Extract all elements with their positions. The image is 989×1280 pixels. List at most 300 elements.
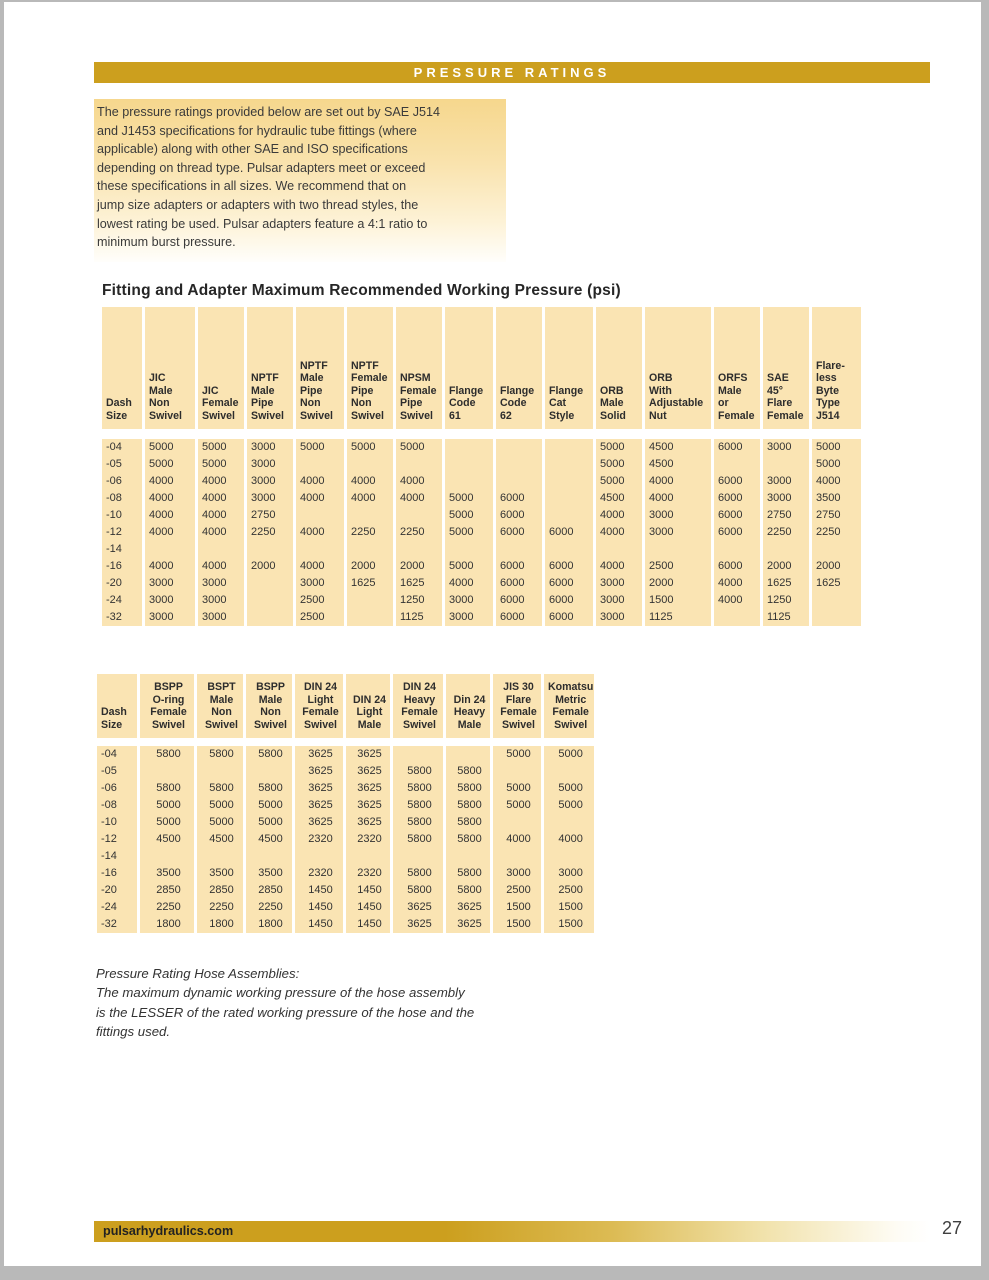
table-cell: 2250: [763, 524, 809, 541]
table-cell: -16: [97, 865, 137, 882]
table-cell: 4500: [246, 831, 292, 848]
table-cell: 1450: [346, 899, 390, 916]
table-cell: 3000: [596, 575, 642, 592]
table-row: [102, 439, 861, 456]
text-line: fittings used.: [96, 1023, 171, 1039]
table-cell: 5000: [198, 439, 244, 456]
table-cell: 2250: [140, 899, 194, 916]
table-cell: 4000: [296, 490, 344, 507]
text-line: jump size adapters or adapters with two thread styles, the: [97, 197, 419, 212]
table-cell: 6000: [545, 575, 593, 592]
table-cell: 5800: [393, 797, 443, 814]
table-cell: [544, 814, 594, 831]
table-cell: 1250: [763, 592, 809, 609]
table-cell: 3625: [295, 746, 343, 763]
table-cell: 3000: [145, 592, 195, 609]
table-cell: 3000: [763, 439, 809, 456]
table-cell: 5000: [140, 814, 194, 831]
table-cell: 6000: [496, 592, 542, 609]
table-cell: 1500: [493, 899, 541, 916]
table-cell: [763, 456, 809, 473]
table-cell: 4500: [645, 456, 711, 473]
table-cell: 3000: [596, 592, 642, 609]
text-line: these specifications in all sizes. We recommend that on: [97, 179, 407, 194]
table-cell: [247, 575, 293, 592]
text-line: The maximum dynamic working pressure of the hose assembly: [96, 985, 465, 1001]
text-line: depending on thread type. Pulsar adapters meet or exceed: [97, 160, 426, 175]
table-cell: 3625: [446, 916, 490, 933]
table-cell: 5800: [246, 780, 292, 797]
table-cell: 5000: [544, 746, 594, 763]
table-cell: 2850: [246, 882, 292, 899]
table-row: [97, 831, 594, 848]
table-cell: 4000: [145, 524, 195, 541]
table-cell: 6000: [714, 490, 760, 507]
table-cell: 5000: [812, 456, 861, 473]
table-cell: 3500: [197, 865, 243, 882]
table-cell: 2850: [197, 882, 243, 899]
table-cell: 3625: [346, 763, 390, 780]
table-cell: 3625: [295, 780, 343, 797]
table-cell: [346, 848, 390, 865]
table-cell: 4500: [596, 490, 642, 507]
table-cell: [596, 541, 642, 558]
table-cell: 3000: [247, 439, 293, 456]
table-cell: 5000: [197, 797, 243, 814]
page-number: 27: [942, 1218, 963, 1238]
column-header: NPTF Male Pipe Non Swivel: [296, 307, 344, 429]
table-cell: 2500: [296, 609, 344, 626]
table-cell: 5800: [140, 780, 194, 797]
table-row: [102, 558, 861, 575]
table-cell: 6000: [714, 524, 760, 541]
table-cell: 4000: [198, 490, 244, 507]
table-cell: 1125: [763, 609, 809, 626]
table-cell: -04: [97, 746, 137, 763]
table-cell: 5800: [197, 780, 243, 797]
table-cell: 3500: [140, 865, 194, 882]
table-cell: 5800: [446, 814, 490, 831]
column-header: ORFS Male or Female: [714, 307, 760, 429]
table-cell: -20: [97, 882, 137, 899]
table-cell: -05: [97, 763, 137, 780]
table-cell: 2750: [812, 507, 861, 524]
table-cell: 6000: [714, 439, 760, 456]
table-cell: 5000: [445, 524, 493, 541]
table-cell: 4500: [645, 439, 711, 456]
table-row: [102, 541, 861, 558]
table-cell: -12: [102, 524, 142, 541]
table-cell: [140, 763, 194, 780]
table-cell: [812, 609, 861, 626]
table-cell: 4000: [198, 473, 244, 490]
table-cell: 4000: [714, 592, 760, 609]
table-cell: 3500: [812, 490, 861, 507]
table-cell: 5800: [393, 865, 443, 882]
table-cell: 2320: [346, 831, 390, 848]
column-header: JIC Female Swivel: [198, 307, 244, 429]
table-cell: 3000: [247, 490, 293, 507]
table-cell: [296, 541, 344, 558]
table-row: [97, 882, 594, 899]
table-cell: [544, 848, 594, 865]
column-header: DIN 24 Heavy Female Swivel: [393, 674, 443, 738]
table-cell: 5000: [198, 456, 244, 473]
section-title: Fitting and Adapter Maximum Recommended Working Pressure (psi): [102, 282, 621, 299]
table-cell: 1500: [645, 592, 711, 609]
table-cell: 6000: [545, 558, 593, 575]
table-cell: 3625: [346, 746, 390, 763]
table-cell: 5000: [596, 439, 642, 456]
table-row: [102, 575, 861, 592]
table-cell: [396, 507, 442, 524]
table-cell: 5000: [296, 439, 344, 456]
table-cell: 2250: [347, 524, 393, 541]
table-cell: 1125: [396, 609, 442, 626]
table-cell: 5800: [393, 763, 443, 780]
table-cell: [445, 473, 493, 490]
table-cell: 2250: [197, 899, 243, 916]
column-header: Dash Size: [97, 674, 137, 738]
table-cell: [446, 746, 490, 763]
table-cell: 3000: [596, 609, 642, 626]
table-cell: 1450: [295, 916, 343, 933]
column-header: Din 24 Heavy Male: [446, 674, 490, 738]
table-cell: 2250: [396, 524, 442, 541]
table-cell: 5000: [140, 797, 194, 814]
table-cell: 5800: [393, 882, 443, 899]
table-cell: [493, 763, 541, 780]
table-cell: 5000: [197, 814, 243, 831]
table-header-row: [97, 674, 594, 738]
table-cell: 5000: [493, 746, 541, 763]
footer-site-url: pulsarhydraulics.com: [103, 1224, 234, 1238]
table-cell: [393, 746, 443, 763]
column-header: JIS 30 Flare Female Swivel: [493, 674, 541, 738]
table-cell: [347, 541, 393, 558]
table-cell: -20: [102, 575, 142, 592]
table-cell: 4000: [596, 524, 642, 541]
table-row: [97, 780, 594, 797]
table-cell: [396, 541, 442, 558]
table-cell: 2500: [544, 882, 594, 899]
table-cell: [445, 541, 493, 558]
text-line: is the LESSER of the rated working pressure of the hose and the: [96, 1004, 475, 1020]
table-cell: 2000: [247, 558, 293, 575]
table-cell: 1625: [763, 575, 809, 592]
table-cell: [544, 763, 594, 780]
table-row: [102, 507, 861, 524]
table-cell: 6000: [496, 609, 542, 626]
table-cell: 2000: [763, 558, 809, 575]
table-cell: [197, 763, 243, 780]
table-cell: 6000: [545, 592, 593, 609]
table-cell: 4000: [596, 507, 642, 524]
column-header: Komatsu Metric Female Swivel: [544, 674, 594, 738]
table-row: [97, 763, 594, 780]
table-cell: 3000: [493, 865, 541, 882]
table-cell: 5800: [446, 780, 490, 797]
table-cell: [347, 507, 393, 524]
table-cell: 5800: [393, 831, 443, 848]
table-cell: 2850: [140, 882, 194, 899]
table-cell: 2320: [346, 865, 390, 882]
table-cell: 2250: [246, 899, 292, 916]
table-cell: [295, 848, 343, 865]
column-header: Flange Cat Style: [545, 307, 593, 429]
table-cell: [645, 541, 711, 558]
column-header: NPTF Female Pipe Non Swivel: [347, 307, 393, 429]
table-cell: 3000: [247, 456, 293, 473]
table-cell: [446, 848, 490, 865]
table-cell: -10: [102, 507, 142, 524]
table-cell: 6000: [714, 558, 760, 575]
column-header: Flange Code 61: [445, 307, 493, 429]
table-cell: [496, 439, 542, 456]
table-cell: -24: [97, 899, 137, 916]
table-cell: 3625: [295, 797, 343, 814]
table-row: [97, 814, 594, 831]
page-sheet: [4, 2, 981, 1266]
table-cell: [545, 439, 593, 456]
table-cell: [545, 490, 593, 507]
table-cell: -06: [102, 473, 142, 490]
table-cell: 4000: [645, 490, 711, 507]
banner-title: PRESSURE RATINGS: [413, 65, 611, 80]
table-cell: 4000: [812, 473, 861, 490]
table-cell: 1800: [140, 916, 194, 933]
table-row: [102, 592, 861, 609]
table-cell: 4000: [145, 558, 195, 575]
table-cell: 2500: [645, 558, 711, 575]
table-cell: -04: [102, 439, 142, 456]
table-cell: 1625: [396, 575, 442, 592]
table-row: [102, 524, 861, 541]
table-cell: 3000: [645, 524, 711, 541]
table-row: [102, 456, 861, 473]
table-cell: 2250: [812, 524, 861, 541]
table-cell: 1500: [544, 899, 594, 916]
column-header: BSPP Male Non Swivel: [246, 674, 292, 738]
table-header-row: [102, 307, 861, 429]
table-cell: 4000: [198, 524, 244, 541]
table-cell: [496, 456, 542, 473]
table-cell: 4000: [198, 507, 244, 524]
table-row: [102, 490, 861, 507]
table-cell: 1500: [493, 916, 541, 933]
table-cell: 3625: [346, 797, 390, 814]
table-cell: 5000: [145, 439, 195, 456]
table-cell: [246, 763, 292, 780]
table-cell: 1800: [246, 916, 292, 933]
table-cell: 6000: [496, 507, 542, 524]
table-cell: 3625: [393, 899, 443, 916]
table-cell: 5800: [393, 780, 443, 797]
table-row: [97, 865, 594, 882]
table-row: [102, 609, 861, 626]
column-header: DIN 24 Light Male: [346, 674, 390, 738]
table-cell: 5800: [140, 746, 194, 763]
table-cell: 4000: [145, 490, 195, 507]
table-cell: -14: [97, 848, 137, 865]
table-cell: 6000: [545, 609, 593, 626]
table-cell: [445, 456, 493, 473]
table-cell: [493, 814, 541, 831]
column-header: ORB Male Solid: [596, 307, 642, 429]
table-cell: 6000: [496, 575, 542, 592]
table-cell: 1450: [295, 882, 343, 899]
table-cell: -06: [97, 780, 137, 797]
pressure-table-metric: [94, 674, 597, 933]
table-cell: 3000: [198, 592, 244, 609]
table-cell: -12: [97, 831, 137, 848]
table-cell: 3000: [445, 592, 493, 609]
table-cell: [247, 541, 293, 558]
table-cell: 5800: [446, 865, 490, 882]
intro-paragraph: [94, 99, 506, 262]
table-cell: 4000: [493, 831, 541, 848]
table-cell: 4000: [347, 490, 393, 507]
table-cell: -10: [97, 814, 137, 831]
table-cell: 3000: [198, 609, 244, 626]
column-header: BSPT Male Non Swivel: [197, 674, 243, 738]
column-header: NPSM Female Pipe Swivel: [396, 307, 442, 429]
table-cell: [714, 456, 760, 473]
table-cell: [496, 541, 542, 558]
footer-bar: [94, 1221, 930, 1242]
table-cell: 4000: [296, 558, 344, 575]
table-cell: 2500: [296, 592, 344, 609]
table-cell: 5000: [493, 780, 541, 797]
table-cell: 1500: [544, 916, 594, 933]
table-cell: 1250: [396, 592, 442, 609]
table-cell: 5800: [393, 814, 443, 831]
table-cell: 3625: [295, 763, 343, 780]
table-cell: 2750: [763, 507, 809, 524]
table-cell: 3000: [198, 575, 244, 592]
table-cell: [545, 456, 593, 473]
table-cell: 5000: [445, 558, 493, 575]
table-cell: [140, 848, 194, 865]
column-header: NPTF Male Pipe Swivel: [247, 307, 293, 429]
column-header: BSPP O-ring Female Swivel: [140, 674, 194, 738]
table-cell: 2320: [295, 831, 343, 848]
table-cell: 5000: [812, 439, 861, 456]
table-cell: [347, 592, 393, 609]
pressure-table-fittings: [99, 307, 864, 626]
table-cell: [445, 439, 493, 456]
table-cell: 2000: [347, 558, 393, 575]
hose-assemblies-note: [96, 964, 474, 1041]
table-cell: 3625: [346, 780, 390, 797]
text-line: lowest rating be used. Pulsar adapters feature a 4:1 ratio to: [97, 216, 428, 231]
table-cell: 4000: [145, 473, 195, 490]
table-cell: 5800: [446, 763, 490, 780]
table-cell: 5800: [197, 746, 243, 763]
table-cell: 5000: [445, 507, 493, 524]
table-cell: [145, 541, 195, 558]
table-cell: -32: [102, 609, 142, 626]
table-cell: 4500: [197, 831, 243, 848]
column-header: Dash Size: [102, 307, 142, 429]
table-cell: 3000: [145, 609, 195, 626]
table-cell: 4000: [396, 490, 442, 507]
table-cell: -08: [102, 490, 142, 507]
table-cell: 5800: [446, 831, 490, 848]
table-cell: 3000: [145, 575, 195, 592]
table-cell: [496, 473, 542, 490]
table-cell: -32: [97, 916, 137, 933]
table-row: [97, 899, 594, 916]
table-cell: 4000: [296, 473, 344, 490]
table-cell: [347, 456, 393, 473]
table-cell: [812, 541, 861, 558]
table-cell: [393, 848, 443, 865]
table-cell: 3625: [295, 814, 343, 831]
table-cell: 6000: [545, 524, 593, 541]
table-cell: 1125: [645, 609, 711, 626]
table-cell: 3625: [446, 899, 490, 916]
header-body-gap: [102, 429, 861, 439]
table-cell: 5000: [246, 797, 292, 814]
table-cell: 3000: [544, 865, 594, 882]
table-row: [97, 916, 594, 933]
table-cell: [545, 473, 593, 490]
table-cell: 5000: [347, 439, 393, 456]
table-cell: 4500: [140, 831, 194, 848]
table-cell: 5000: [544, 797, 594, 814]
table-cell: 4000: [296, 524, 344, 541]
table-cell: 5000: [493, 797, 541, 814]
table-cell: 6000: [496, 558, 542, 575]
table-cell: 5000: [544, 780, 594, 797]
text-line: The pressure ratings provided below are set out by SAE J514: [97, 105, 441, 119]
table-cell: 3625: [346, 814, 390, 831]
table-cell: 5800: [446, 882, 490, 899]
table-cell: 5000: [596, 473, 642, 490]
table-cell: [812, 592, 861, 609]
table-cell: 3000: [645, 507, 711, 524]
table-cell: 6000: [714, 473, 760, 490]
table-cell: 4000: [396, 473, 442, 490]
pressure-ratings-banner: [94, 62, 930, 83]
table-cell: 3000: [247, 473, 293, 490]
table-cell: 4000: [198, 558, 244, 575]
table-cell: 3500: [246, 865, 292, 882]
table-cell: 3000: [296, 575, 344, 592]
table-cell: [296, 456, 344, 473]
table-cell: 5000: [596, 456, 642, 473]
table-cell: -05: [102, 456, 142, 473]
table-cell: 2320: [295, 865, 343, 882]
table-cell: 5000: [445, 490, 493, 507]
table-row: [97, 848, 594, 865]
table-cell: [296, 507, 344, 524]
text-line: and J1453 specifications for hydraulic tube fittings (where: [97, 123, 417, 138]
table-cell: 4000: [145, 507, 195, 524]
table-cell: 4000: [645, 473, 711, 490]
table-cell: -14: [102, 541, 142, 558]
table-cell: [247, 592, 293, 609]
table-cell: 1450: [346, 882, 390, 899]
column-header: JIC Male Non Swivel: [145, 307, 195, 429]
table-cell: [198, 541, 244, 558]
table-cell: -16: [102, 558, 142, 575]
table-cell: 3625: [393, 916, 443, 933]
table-cell: 2000: [645, 575, 711, 592]
table-cell: 1450: [295, 899, 343, 916]
table-cell: 4000: [347, 473, 393, 490]
